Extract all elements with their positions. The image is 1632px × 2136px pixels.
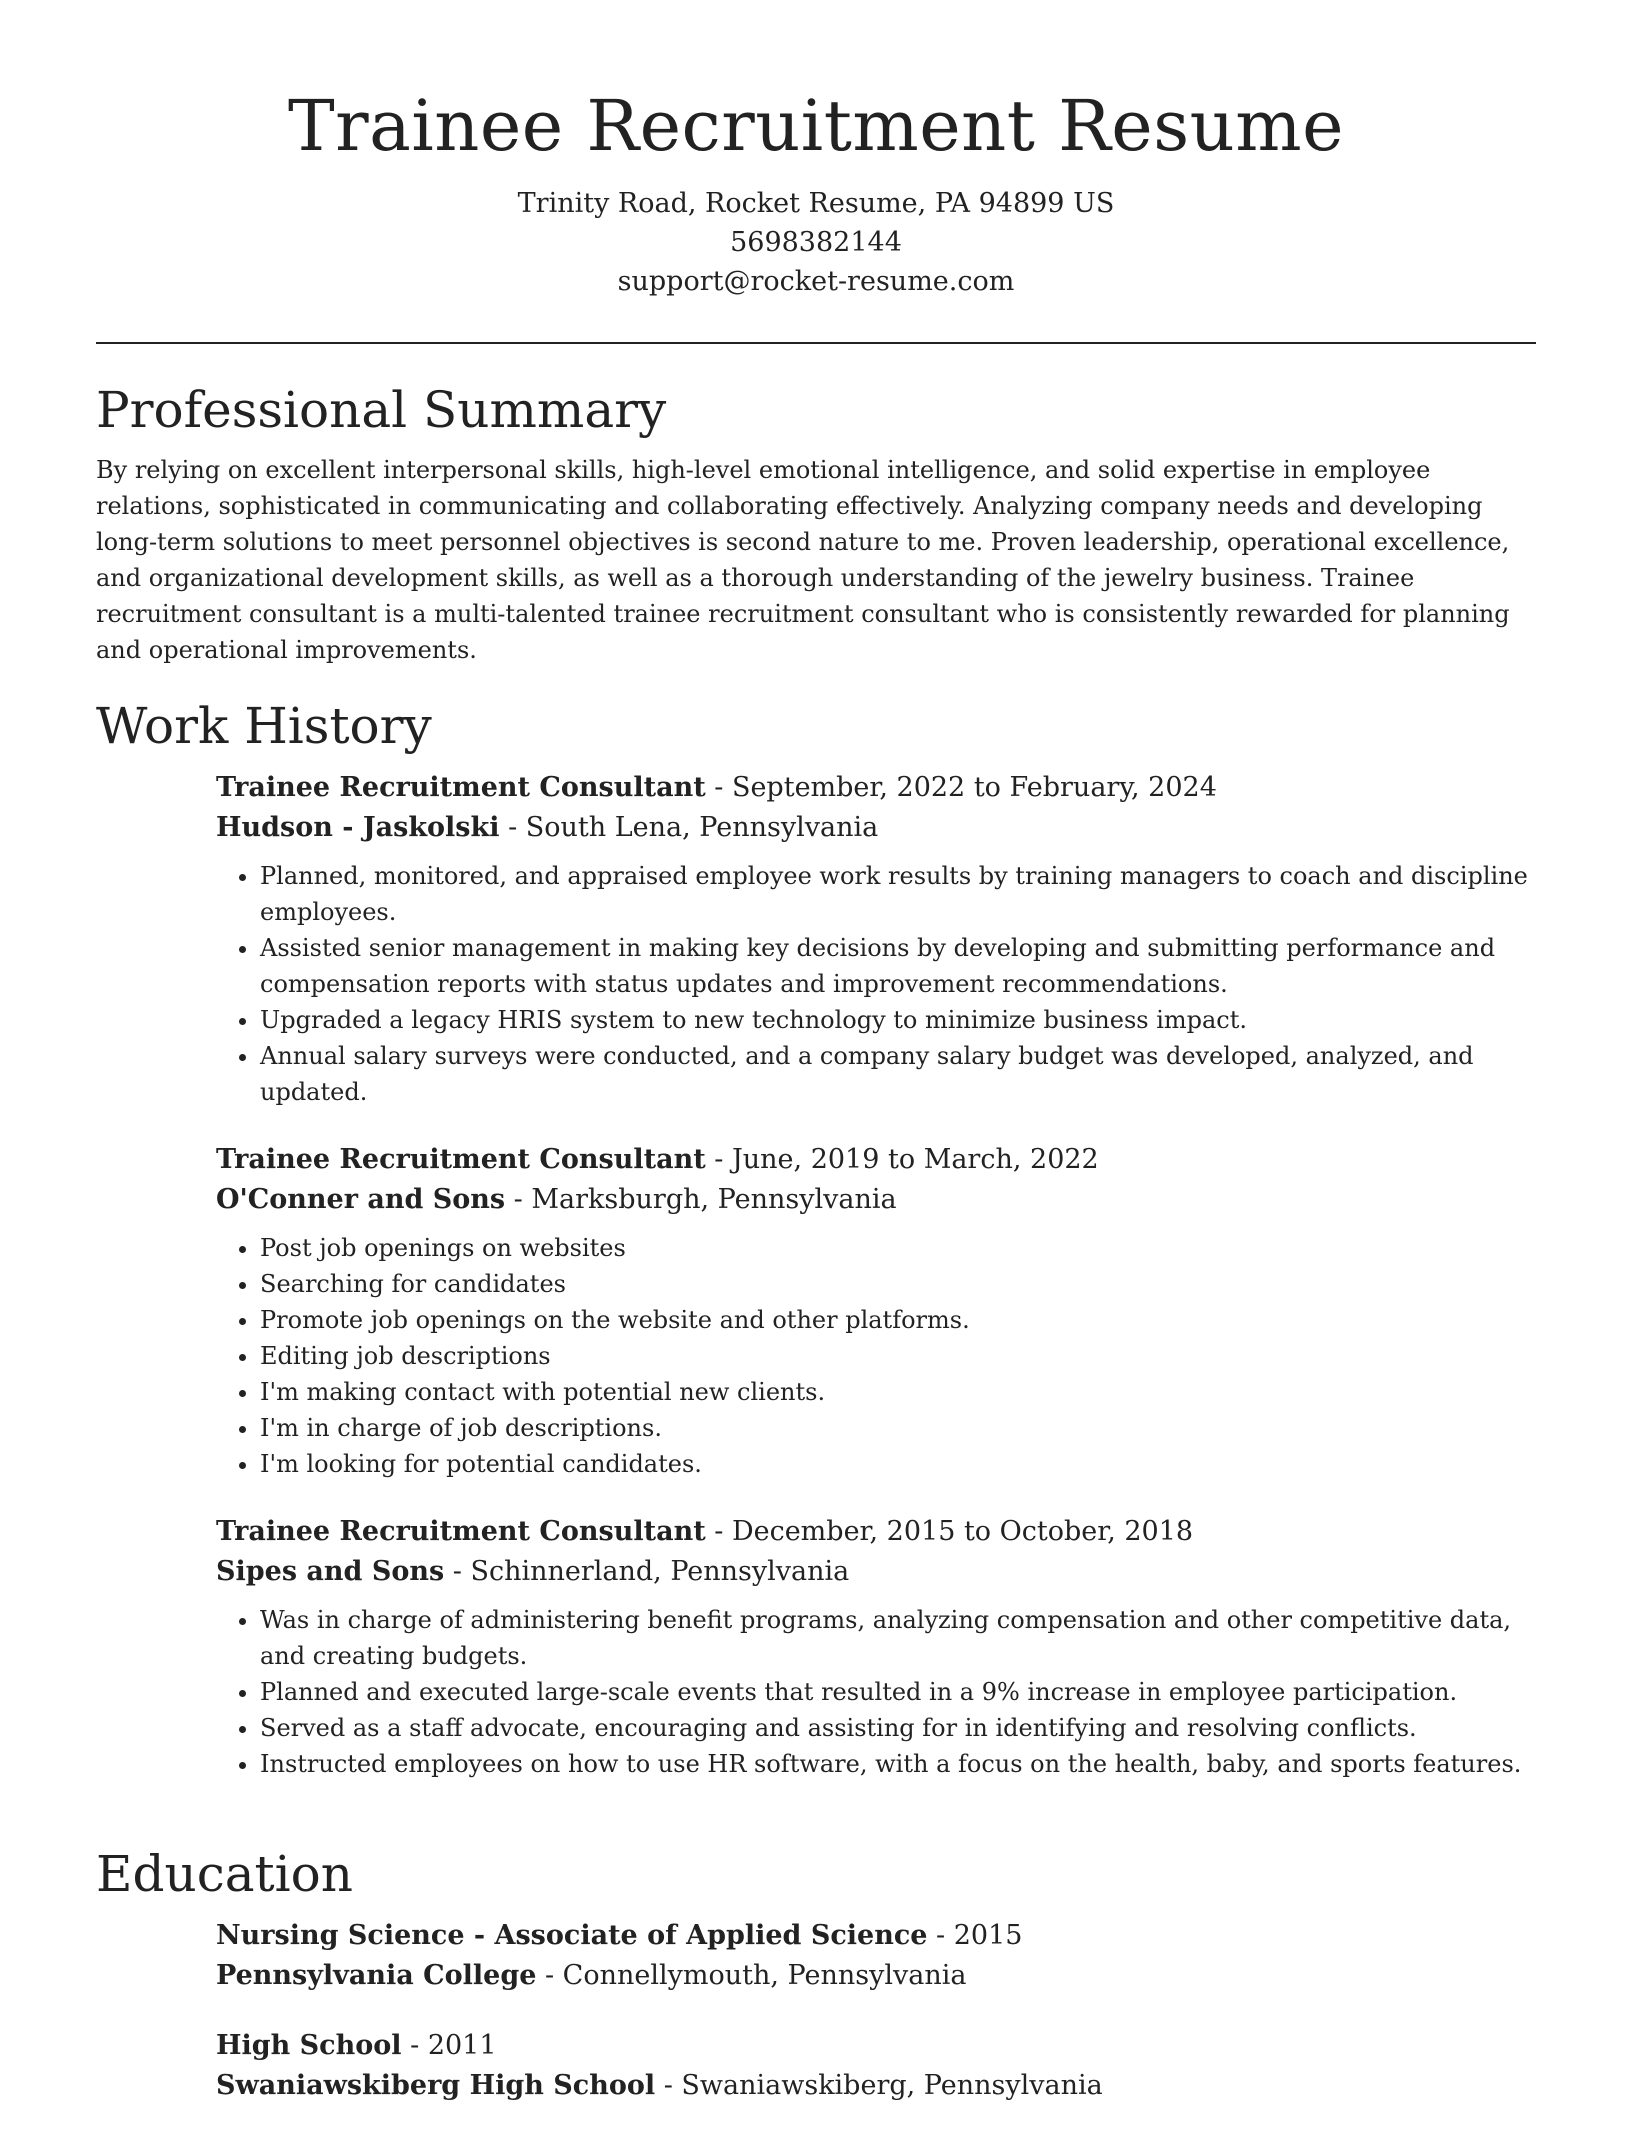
job-dates: - June, 2019 to March, 2022 <box>705 1144 1099 1175</box>
job-company-line <box>216 1552 1536 1592</box>
job-role: Trainee Recruitment Consultant <box>216 772 706 803</box>
job-company: O'Conner and Sons <box>216 1184 506 1215</box>
job-entry <box>216 1140 1536 1482</box>
education-school: Swaniawskiberg High School <box>216 2070 656 2101</box>
work-history-section <box>96 694 1536 1812</box>
job-title-line <box>216 1512 1536 1552</box>
job-company: Hudson - Jaskolski <box>216 812 500 843</box>
education-degree: High School <box>216 2030 402 2061</box>
job-bullet: • Upgraded a legacy HRIS system to new technology to minimize business impact. <box>260 1002 1536 1038</box>
job-list <box>216 768 1536 1782</box>
job-bullet: • Searching for candidates <box>260 1266 1536 1302</box>
education-location: - Swaniawskiberg, Pennsylvania <box>655 2070 1103 2101</box>
job-title-line <box>216 1140 1536 1180</box>
education-degree: Nursing Science - Associate of Applied Science <box>216 1920 928 1951</box>
work-history-heading: Work History <box>96 697 432 755</box>
summary-heading: Professional Summary <box>96 381 667 439</box>
header-divider <box>96 342 1536 344</box>
job-entry <box>216 1512 1536 1782</box>
contact-info <box>0 184 1632 301</box>
job-bullets <box>216 1230 1536 1482</box>
job-title-line <box>216 768 1536 808</box>
job-company-line <box>216 1180 1536 1220</box>
job-bullet: • I'm in charge of job descriptions. <box>260 1410 1536 1446</box>
job-bullet: • I'm making contact with potential new clients. <box>260 1374 1536 1410</box>
education-entry <box>216 2026 1536 2106</box>
education-list <box>216 1916 1536 2106</box>
job-bullets <box>216 858 1536 1110</box>
resume-title: Trainee Recruitment Resume <box>287 85 1345 167</box>
job-bullet: • Editing job descriptions <box>260 1338 1536 1374</box>
resume-header <box>0 80 1632 301</box>
job-company: Sipes and Sons <box>216 1556 445 1587</box>
job-bullet: • Was in charge of administering benefit programs, analyzing compensation and other competitive data, and creating budgets. <box>260 1602 1536 1674</box>
job-company-line <box>216 808 1536 848</box>
job-bullet: • Served as a staff advocate, encouraging and assisting for in identifying and resolving conflicts. <box>260 1710 1536 1746</box>
education-entry <box>216 1916 1536 1996</box>
job-bullet: • Instructed employees on how to use HR software, with a focus on the health, baby, and sports features. <box>260 1746 1536 1782</box>
education-year: - 2011 <box>401 2030 497 2061</box>
education-section <box>96 1842 1536 2136</box>
job-location: - Marksburgh, Pennsylvania <box>505 1184 897 1215</box>
education-year: - 2015 <box>927 1920 1023 1951</box>
contact-email: support@rocket-resume.com <box>617 266 1015 297</box>
job-role: Trainee Recruitment Consultant <box>216 1144 706 1175</box>
education-degree-line <box>216 1916 1536 1956</box>
job-entry <box>216 768 1536 1110</box>
education-school-line <box>216 1956 1536 1996</box>
job-bullet: • Annual salary surveys were conducted, and a company salary budget was developed, analyzed, and updated. <box>260 1038 1536 1110</box>
job-bullet: • Planned, monitored, and appraised employee work results by training managers to coach and discipline employees. <box>260 858 1536 930</box>
job-dates: - December, 2015 to October, 2018 <box>705 1516 1194 1547</box>
job-location: - Schinnerland, Pennsylvania <box>444 1556 850 1587</box>
education-school: Pennsylvania College <box>216 1960 537 1991</box>
education-location: - Connellymouth, Pennsylvania <box>536 1960 967 1991</box>
contact-address: Trinity Road, Rocket Resume, PA 94899 US <box>517 188 1115 219</box>
contact-phone: 5698382144 <box>730 227 902 258</box>
job-bullet: • Post job openings on websites <box>260 1230 1536 1266</box>
job-bullet: • Planned and executed large-scale events that resulted in a 9% increase in employee participation. <box>260 1674 1536 1710</box>
job-dates: - September, 2022 to February, 2024 <box>705 772 1217 803</box>
education-degree-line <box>216 2026 1536 2066</box>
job-location: - South Lena, Pennsylvania <box>499 812 879 843</box>
job-role: Trainee Recruitment Consultant <box>216 1516 706 1547</box>
summary-text: By relying on excellent interpersonal skills, high-level emotional intelligence, and solid expertise in employee relations, sophisticated in communicating and collaborating effectively. Analyzing company needs and developing long-term solutions to meet personnel objectives is second nature to me. Proven leadership, operational excellence, and organizational development skills, as well as a thorough understanding of the jewelry business. Trainee recruitment consultant is a multi-talented trainee recruitment consultant who is consistently rewarded for planning and operational improvements. <box>96 456 1510 664</box>
summary-section <box>96 378 1536 668</box>
job-bullet: • I'm looking for potential candidates. <box>260 1446 1536 1482</box>
job-bullet: • Promote job openings on the website and other platforms. <box>260 1302 1536 1338</box>
job-bullets <box>216 1602 1536 1782</box>
job-bullet: • Assisted senior management in making key decisions by developing and submitting performance and compensation reports with status updates and improvement recommendations. <box>260 930 1536 1002</box>
education-school-line <box>216 2066 1536 2106</box>
education-heading: Education <box>96 1845 353 1903</box>
